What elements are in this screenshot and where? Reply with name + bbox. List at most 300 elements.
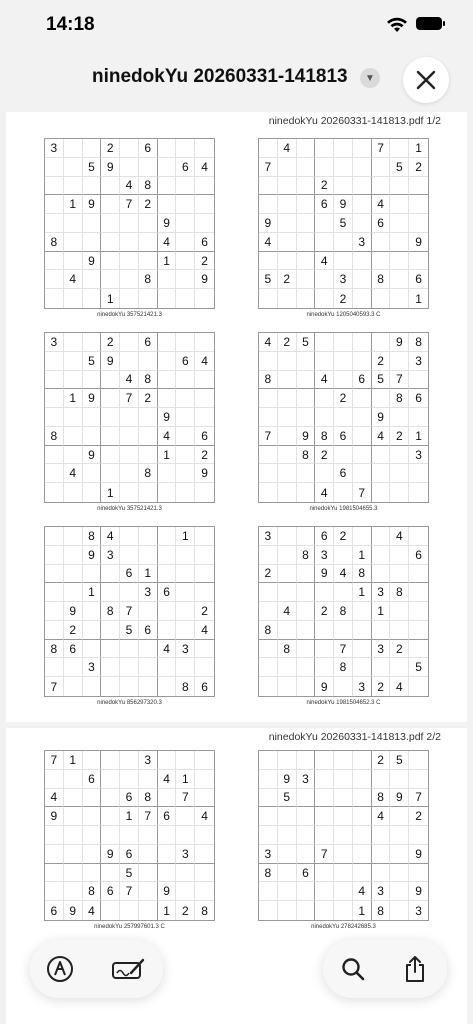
sudoku-cell — [158, 464, 177, 483]
sudoku-cell — [139, 882, 158, 901]
sudoku-cell — [278, 371, 297, 390]
sudoku-cell — [409, 464, 428, 483]
sudoku-cell: 5 — [334, 214, 353, 233]
sudoku-cell — [195, 751, 214, 770]
sudoku-cell — [372, 252, 391, 271]
sudoku-cell — [315, 770, 334, 789]
sudoku-cell — [64, 546, 83, 565]
sudoku-cell — [45, 371, 64, 390]
sudoku-cell: 8 — [45, 427, 64, 446]
sudoku-cell — [195, 565, 214, 584]
share-button[interactable] — [395, 949, 435, 989]
sudoku-cell — [45, 158, 64, 177]
sudoku-cell — [334, 770, 353, 789]
sudoku-cell: 3 — [45, 139, 64, 158]
sudoku-cell — [353, 270, 372, 289]
sudoku-cell — [297, 483, 316, 502]
sudoku-cell — [158, 527, 177, 546]
sudoku-cell — [334, 252, 353, 271]
sudoku-cell — [195, 658, 214, 677]
sudoku-cell — [334, 583, 353, 602]
sudoku-cell — [158, 751, 177, 770]
sudoku-cell — [195, 826, 214, 845]
sudoku-cell — [120, 289, 139, 308]
sudoku-cell — [334, 177, 353, 196]
sudoku-cell: 8 — [334, 602, 353, 621]
sudoku-cell: 5 — [390, 158, 409, 177]
sudoku-cell — [278, 658, 297, 677]
sudoku-cell — [101, 446, 120, 465]
sudoku-cell — [259, 446, 278, 465]
sudoku-cell: 6 — [334, 427, 353, 446]
sudoku-cell: 4 — [278, 602, 297, 621]
sudoku-cell: 6 — [315, 195, 334, 214]
sudoku-cell: 1 — [139, 565, 158, 584]
sudoku-cell — [297, 602, 316, 621]
sudoku-cell — [409, 751, 428, 770]
sudoku-cell — [353, 333, 372, 352]
sudoku-cell — [120, 826, 139, 845]
sudoku-cell: 7 — [259, 158, 278, 177]
sudoku-cell — [120, 583, 139, 602]
sudoku-cell — [176, 751, 195, 770]
sudoku-cell: 6 — [120, 845, 139, 864]
sudoku-cell: 9 — [409, 882, 428, 901]
sudoku-cell: 1 — [158, 252, 177, 271]
puzzle-id: ninedokYu 1981504652.3 C — [306, 700, 381, 706]
sudoku-cell — [101, 640, 120, 659]
sudoku-cell — [259, 195, 278, 214]
sudoku-cell — [101, 252, 120, 271]
sudoku-cell — [315, 789, 334, 808]
sudoku-cell — [158, 826, 177, 845]
sudoku-cell: 6 — [158, 807, 177, 826]
sudoku-cell — [45, 408, 64, 427]
sudoku-cell — [195, 389, 214, 408]
sudoku-cell — [353, 770, 372, 789]
sudoku-cell — [64, 371, 83, 390]
sudoku-cell — [45, 214, 64, 233]
sudoku-cell — [195, 583, 214, 602]
sudoku-cell — [278, 546, 297, 565]
sudoku-cell — [45, 177, 64, 196]
sudoku-cell: 2 — [390, 640, 409, 659]
sudoku-cell — [158, 658, 177, 677]
sudoku-cell: 4 — [278, 139, 297, 158]
sudoku-cell — [176, 371, 195, 390]
sudoku-cell — [372, 546, 391, 565]
sudoku-cell: 3 — [259, 527, 278, 546]
sudoku-cell — [120, 214, 139, 233]
sudoku-cell — [315, 751, 334, 770]
sudoku-cell — [45, 389, 64, 408]
sudoku-cell — [390, 352, 409, 371]
sudoku-cell: 3 — [176, 845, 195, 864]
sudoku-cell: 1 — [64, 751, 83, 770]
sudoku-cell: 4 — [334, 565, 353, 584]
sudoku-cell — [101, 901, 120, 920]
document-title[interactable]: ninedokYu 20260331-141813 — [92, 66, 348, 87]
sudoku-cell: 1 — [101, 289, 120, 308]
sudoku-cell — [158, 845, 177, 864]
sudoku-cell — [409, 602, 428, 621]
sudoku-cell — [120, 640, 139, 659]
sudoku-cell — [120, 446, 139, 465]
sudoku-cell — [334, 882, 353, 901]
markup-button[interactable] — [40, 949, 80, 989]
sudoku-cell — [64, 139, 83, 158]
sudoku-cell — [195, 527, 214, 546]
sudoku-cell — [101, 565, 120, 584]
sudoku-cell — [334, 158, 353, 177]
sudoku-cell — [83, 807, 102, 826]
sudoku-cell — [64, 527, 83, 546]
sudoku-cell — [278, 252, 297, 271]
sudoku-cell — [120, 352, 139, 371]
sudoku-cell: 2 — [64, 621, 83, 640]
sudoku-cell — [278, 583, 297, 602]
sudoku-cell — [101, 807, 120, 826]
sudoku-cell — [139, 252, 158, 271]
sudoku-cell — [120, 139, 139, 158]
sudoku-cell — [297, 565, 316, 584]
sudoku-cell: 6 — [372, 214, 391, 233]
sudoku-cell: 4 — [101, 527, 120, 546]
sudoku-cell: 8 — [139, 371, 158, 390]
sudoku-cell — [353, 621, 372, 640]
sudoku-cell — [372, 770, 391, 789]
sudoku-cell: 2 — [195, 252, 214, 271]
sudoku-cell — [334, 352, 353, 371]
sudoku-cell: 6 — [64, 640, 83, 659]
sudoku-cell: 9 — [278, 770, 297, 789]
sudoku-cell — [390, 770, 409, 789]
sudoku-cell — [195, 789, 214, 808]
sudoku-cell — [64, 483, 83, 502]
sudoku-cell — [334, 901, 353, 920]
sudoku-cell — [120, 270, 139, 289]
sudoku-cell: 8 — [372, 789, 391, 808]
sudoku-cell — [409, 677, 428, 696]
sudoku-cell — [83, 214, 102, 233]
action-toolbar — [323, 940, 447, 998]
sudoku-cell: 2 — [101, 333, 120, 352]
sudoku-cell — [158, 195, 177, 214]
signature-button[interactable] — [108, 949, 148, 989]
sudoku-cell — [139, 864, 158, 883]
sudoku-cell: 3 — [353, 677, 372, 696]
sudoku-cell — [101, 583, 120, 602]
sudoku-cell — [101, 789, 120, 808]
sudoku-cell — [195, 882, 214, 901]
sudoku-cell: 8 — [297, 546, 316, 565]
sudoku-cell — [158, 621, 177, 640]
sudoku-cell — [372, 621, 391, 640]
sudoku-cell — [315, 139, 334, 158]
sudoku-cell — [45, 352, 64, 371]
sudoku-cell — [259, 389, 278, 408]
sudoku-cell — [158, 158, 177, 177]
sudoku-cell — [45, 583, 64, 602]
sudoku-cell — [297, 640, 316, 659]
sudoku-cell — [195, 177, 214, 196]
sudoku-cell: 7 — [120, 882, 139, 901]
sudoku-cell — [45, 270, 64, 289]
sudoku-cell — [64, 565, 83, 584]
sudoku-cell — [120, 158, 139, 177]
sudoku-cell — [390, 845, 409, 864]
sudoku-cell: 9 — [45, 807, 64, 826]
sudoku-cell: 4 — [195, 807, 214, 826]
sudoku-cell: 4 — [120, 177, 139, 196]
sudoku-cell — [334, 807, 353, 826]
sudoku-cell: 6 — [195, 233, 214, 252]
sudoku-cell: 6 — [176, 352, 195, 371]
sudoku-cell: 5 — [409, 658, 428, 677]
sudoku-cell — [390, 195, 409, 214]
sudoku-cell — [334, 677, 353, 696]
sudoku-cell — [409, 621, 428, 640]
sudoku-cell — [139, 483, 158, 502]
sudoku-cell: 9 — [101, 158, 120, 177]
sudoku-cell — [390, 252, 409, 271]
sudoku-cell: 9 — [158, 214, 177, 233]
sudoku-cell — [278, 864, 297, 883]
sudoku-cell — [64, 408, 83, 427]
sudoku-cell — [390, 546, 409, 565]
sudoku-cell — [390, 483, 409, 502]
sudoku-cell — [390, 177, 409, 196]
sudoku-cell — [195, 845, 214, 864]
sudoku-cell — [45, 565, 64, 584]
sudoku-cell — [83, 565, 102, 584]
sudoku-cell — [353, 389, 372, 408]
sudoku-cell: 7 — [45, 677, 64, 696]
sudoku-cell: 9 — [83, 252, 102, 271]
sudoku-cell — [297, 408, 316, 427]
sudoku-cell — [45, 826, 64, 845]
sudoku-cell — [139, 640, 158, 659]
sudoku-cell — [176, 483, 195, 502]
sudoku-cell — [278, 464, 297, 483]
sudoku-cell — [83, 289, 102, 308]
sudoku-cell — [83, 371, 102, 390]
sudoku-cell: 9 — [390, 789, 409, 808]
sudoku-cell: 9 — [372, 408, 391, 427]
sudoku-cell: 6 — [201, 679, 208, 694]
sudoku-cell — [176, 464, 195, 483]
sudoku-cell: 1 — [83, 583, 102, 602]
sudoku-cell — [176, 658, 195, 677]
sudoku-cell — [334, 408, 353, 427]
sudoku-cell: 6 — [334, 464, 353, 483]
sudoku-cell — [158, 789, 177, 808]
sudoku-cell: 1 — [101, 483, 120, 502]
sudoku-cell — [334, 371, 353, 390]
sudoku-cell: 6 — [158, 583, 177, 602]
sudoku-cell: 6 — [83, 770, 102, 789]
sudoku-cell — [297, 464, 316, 483]
sudoku-cell: 8 — [259, 864, 278, 883]
sudoku-cell — [259, 789, 278, 808]
sudoku-cell — [176, 621, 195, 640]
sudoku-cell — [120, 901, 139, 920]
sudoku-cell: 9 — [315, 677, 334, 696]
sudoku-cell: 4 — [158, 640, 177, 659]
sudoku-cell: 6 — [297, 864, 316, 883]
sudoku-cell — [120, 464, 139, 483]
sudoku-cell: 8 — [390, 583, 409, 602]
sudoku-cell — [45, 845, 64, 864]
sudoku-cell — [372, 464, 391, 483]
sudoku-cell — [120, 527, 139, 546]
sudoku-cell — [101, 177, 120, 196]
sudoku-cell: 2 — [334, 527, 353, 546]
sudoku-cell: 9 — [195, 464, 214, 483]
sudoku-cell — [372, 333, 391, 352]
sudoku-cell — [372, 565, 391, 584]
sudoku-cell — [83, 845, 102, 864]
sudoku-cell — [297, 233, 316, 252]
sudoku-cell — [409, 826, 428, 845]
sudoku-cell: 2 — [176, 901, 195, 920]
sudoku-cell: 8 — [372, 270, 391, 289]
sudoku-cell: 9 — [195, 270, 214, 289]
sudoku-cell — [195, 371, 214, 390]
puzzle-id: ninedokYu 1205040593.3 C — [306, 312, 381, 318]
puzzle-id: ninedokYu 278242685.3 — [311, 924, 376, 930]
sudoku-cell: 8 — [372, 901, 391, 920]
sudoku-cell — [315, 882, 334, 901]
search-button[interactable] — [333, 949, 373, 989]
sudoku-cell: 3 — [334, 270, 353, 289]
sudoku-cell: 2 — [390, 427, 409, 446]
sudoku-cell — [372, 527, 391, 546]
sudoku-cell — [390, 565, 409, 584]
sudoku-cell — [101, 408, 120, 427]
sudoku-cell: 2 — [372, 677, 391, 696]
sudoku-cell — [353, 527, 372, 546]
sudoku-cell — [176, 427, 195, 446]
sudoku-cell — [158, 352, 177, 371]
sudoku-cell: 1 — [158, 901, 177, 920]
sudoku-cell — [139, 527, 158, 546]
sudoku-cell — [259, 464, 278, 483]
sudoku-cell — [139, 352, 158, 371]
sudoku-cell — [83, 640, 102, 659]
sudoku-cell — [259, 602, 278, 621]
sudoku-cell: 4 — [195, 352, 214, 371]
sudoku-cell — [158, 483, 177, 502]
sudoku-cell: 2 — [409, 158, 428, 177]
sudoku-cell: 7 — [372, 139, 391, 158]
puzzle-id: ninedokYu 1981504655.3 — [309, 506, 378, 512]
sudoku-cell: 8 — [353, 565, 372, 584]
sudoku-cell — [353, 289, 372, 308]
sudoku-cell — [353, 158, 372, 177]
sudoku-cell: 1 — [120, 807, 139, 826]
sudoku-cell: 2 — [315, 177, 334, 196]
puzzle-id: ninedokYu 257997601.3 C — [94, 924, 165, 930]
chevron-down-icon[interactable]: ▼ — [360, 68, 380, 88]
sudoku-cell: 9 — [64, 602, 83, 621]
sudoku-cell — [259, 408, 278, 427]
sudoku-cell: 4 — [390, 677, 409, 696]
sudoku-cell — [390, 602, 409, 621]
sudoku-cell — [176, 807, 195, 826]
sudoku-cell — [278, 408, 297, 427]
sudoku-cell — [120, 252, 139, 271]
sudoku-cell — [83, 826, 102, 845]
sudoku-cell — [297, 583, 316, 602]
sudoku-cell — [101, 864, 120, 883]
sudoku-cell: 4 — [45, 789, 64, 808]
sudoku-cell: 3 — [139, 751, 158, 770]
sudoku-cell: 1 — [176, 770, 195, 789]
sudoku-cell — [83, 789, 102, 808]
sudoku-cell — [158, 177, 177, 196]
sudoku-cell — [45, 658, 64, 677]
sudoku-cell — [83, 408, 102, 427]
sudoku-cell — [278, 446, 297, 465]
close-icon — [416, 70, 436, 90]
sudoku-cell: 7 — [334, 640, 353, 659]
close-button[interactable] — [403, 57, 449, 103]
sudoku-cell — [297, 882, 316, 901]
sudoku-cell — [390, 807, 409, 826]
sudoku-cell — [158, 371, 177, 390]
sudoku-cell: 3 — [45, 333, 64, 352]
sudoku-cell: 5 — [278, 789, 297, 808]
sudoku-cell — [259, 177, 278, 196]
sudoku-cell — [297, 621, 316, 640]
sudoku-cell: 8 — [139, 177, 158, 196]
sudoku-cell: 8 — [259, 621, 278, 640]
sudoku-cell: 6 — [45, 901, 64, 920]
sudoku-cell: 4 — [315, 483, 334, 502]
sudoku-cell: 4 — [372, 427, 391, 446]
sudoku-cell — [176, 408, 195, 427]
sudoku-cell — [353, 177, 372, 196]
sudoku-cell — [353, 464, 372, 483]
sudoku-cell — [139, 408, 158, 427]
sudoku-cell: 3 — [176, 640, 195, 659]
sudoku-cell — [297, 789, 316, 808]
sudoku-cell — [315, 333, 334, 352]
sudoku-cell — [259, 770, 278, 789]
sudoku-cell: 4 — [315, 252, 334, 271]
sudoku-cell: 8 — [297, 446, 316, 465]
sudoku-cell: 2 — [334, 389, 353, 408]
sudoku-cell — [195, 214, 214, 233]
sudoku-cell: 4 — [158, 770, 177, 789]
sudoku-cell — [297, 826, 316, 845]
sudoku-cell: 7 — [315, 845, 334, 864]
sudoku-cell: 8 — [45, 640, 64, 659]
sudoku-cell — [353, 252, 372, 271]
sudoku-cell: 9 — [83, 195, 102, 214]
sudoku-cell — [353, 826, 372, 845]
sudoku-cell: 5 — [297, 333, 316, 352]
sudoku-cell: 2 — [195, 446, 214, 465]
sudoku-cell — [259, 882, 278, 901]
sudoku-cell — [139, 658, 158, 677]
sudoku-cell — [353, 139, 372, 158]
sudoku-cell: 2 — [195, 602, 214, 621]
sudoku-cell: 6 — [409, 389, 428, 408]
sudoku-cell: 6 — [120, 565, 139, 584]
sudoku-cell — [101, 826, 120, 845]
